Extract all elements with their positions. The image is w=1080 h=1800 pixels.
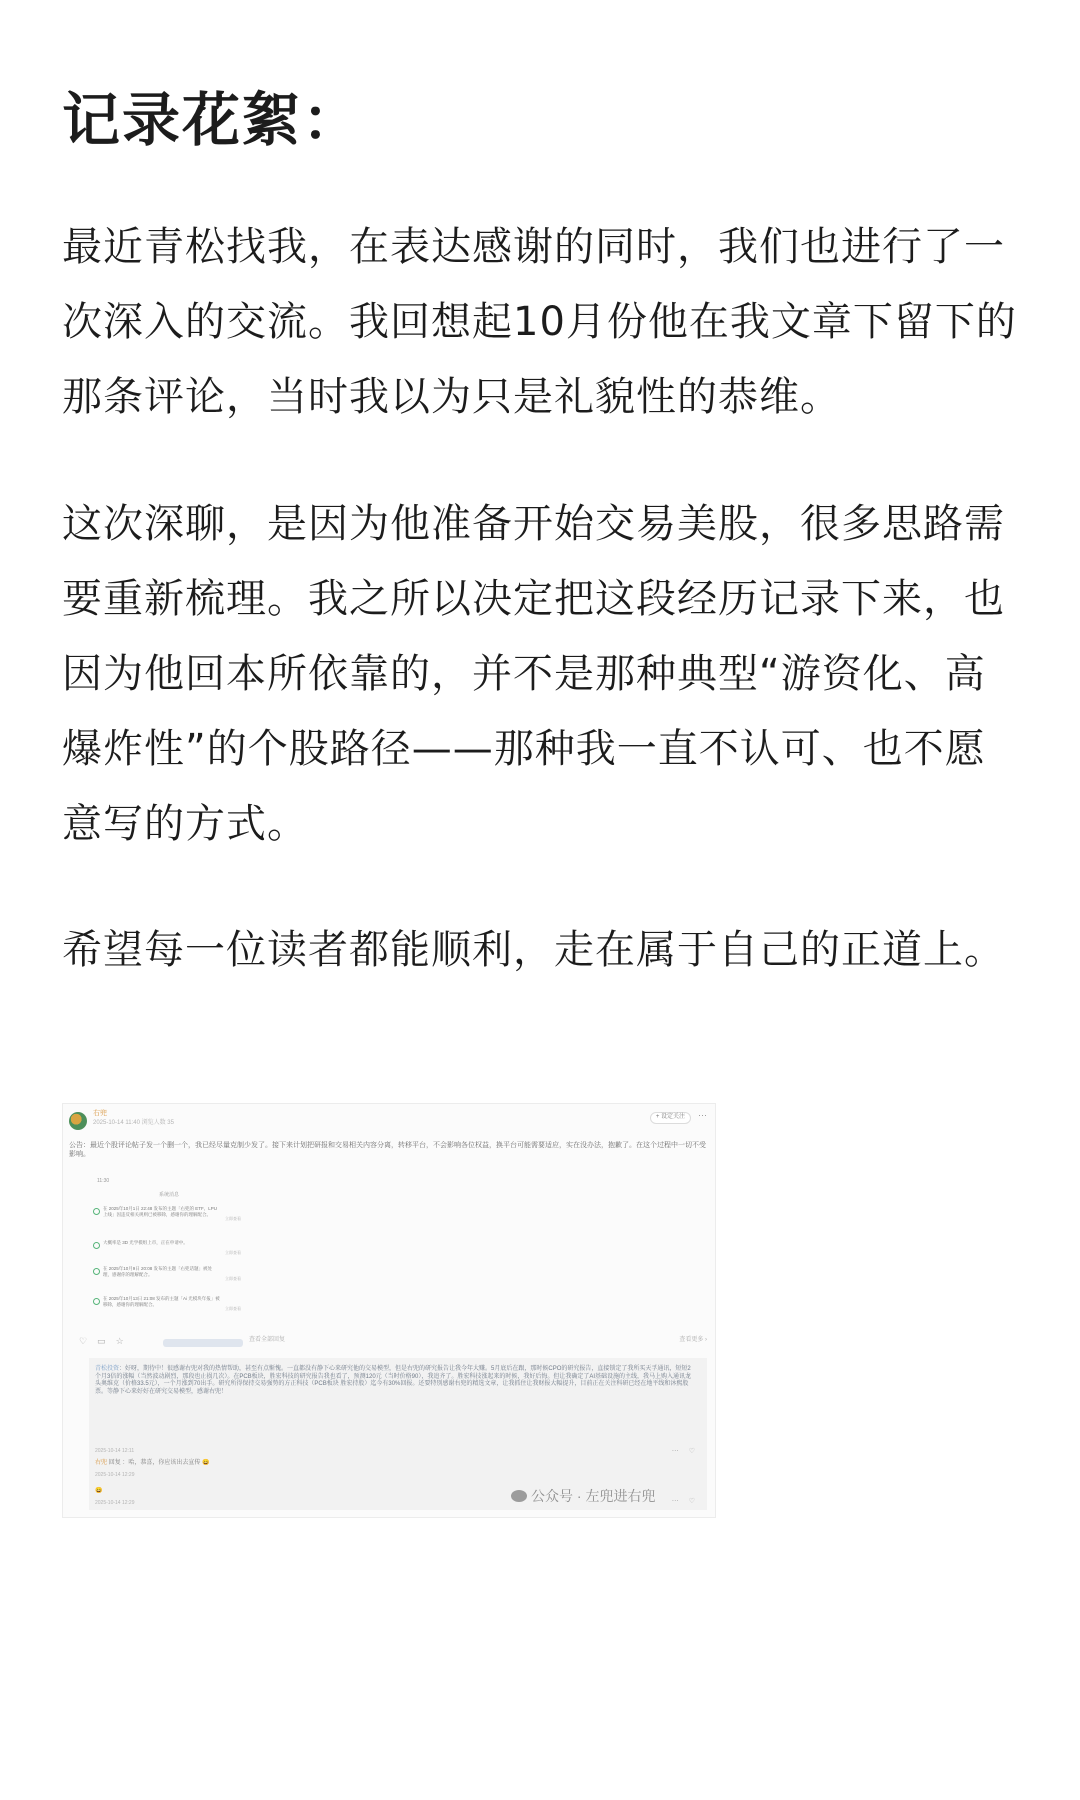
author-reply: 右兜 回复 ：哈，恭喜，你应该出去宣传 😄	[95, 1460, 210, 1466]
message-action: 立即查看	[225, 1276, 241, 1281]
reply-time: 2025-10-14 12:11	[95, 1448, 135, 1454]
message-icon	[93, 1268, 100, 1275]
phone-message	[93, 1206, 265, 1232]
watermark-text: 公众号 · 左兜进右兜	[531, 1488, 656, 1504]
message-text: 大概率是 3D 光学模组上市，正在申请中。	[103, 1240, 188, 1245]
reply-text	[95, 1366, 695, 1396]
emoji-reply: 😄	[95, 1488, 103, 1494]
follow-button: + 设定关注	[650, 1112, 691, 1124]
like-icon: ♡	[79, 1336, 98, 1346]
comment-icon: ▭	[97, 1336, 116, 1346]
message-icon	[93, 1298, 100, 1305]
notice-text: 公告：最近个股评论帖子发一个删一个，我已经尽量克制少发了。接下来计划把研报和交易相关内容分离，转移平台，不会影响各位权益，换平台可能需要适应，实在没办法，抱歉了。在这个过程中一切不受影响。	[69, 1142, 706, 1158]
reply-hint: 查看全部回复	[249, 1337, 286, 1343]
paragraph-3: 希望每一位读者都能顺利，走在属于自己的正道上。	[62, 927, 1005, 973]
message-text: 在 2025年10月1日 22:48 发布的主题「右兜的 ETF、LPU 上线」因违反相关规则已被移除，感谢你的理解配合。	[103, 1206, 218, 1217]
comment-meta: 2025-10-14 11:40 浏览人数 35	[93, 1120, 174, 1126]
share-icon: ☆	[115, 1336, 134, 1346]
comment-action-icons	[79, 1336, 134, 1347]
phone-screenshot	[93, 1178, 265, 1328]
reply-username: 青松投资	[95, 1366, 120, 1372]
phone-message	[93, 1266, 265, 1292]
message-action: 立即查看	[225, 1216, 241, 1221]
comment-username: 右兜	[93, 1110, 107, 1117]
embedded-comment-screenshot	[62, 1103, 716, 1518]
emoji-reply-time: 2025-10-14 12:29	[95, 1500, 135, 1506]
message-action: 立即查看	[225, 1306, 241, 1311]
author-reply-action: 回复	[108, 1460, 121, 1466]
phone-title: 系统消息	[159, 1192, 180, 1198]
author-name: 右兜	[95, 1460, 108, 1466]
phone-message	[93, 1296, 265, 1322]
reply-icons: ⋯ ♡	[671, 1448, 699, 1455]
more-icon: ⋯	[698, 1110, 707, 1120]
wechat-icon	[511, 1490, 527, 1502]
section-heading: 记录花絮：	[62, 86, 363, 154]
paragraph-1: 最近青松找我，在表达感谢的同时，我们也进行了一次深入的交流。我回想起10月份他在我文章下留下的那条评论，当时我以为只是礼貌性的恭维。	[62, 224, 1017, 420]
blurred-names	[163, 1339, 243, 1347]
phone-message	[93, 1240, 265, 1266]
message-text: 在 2025年10月9日 20:08 发布的主题「右兜话题」被处理，感谢你的理解配合。	[103, 1266, 213, 1277]
message-action: 立即查看	[225, 1250, 241, 1255]
message-text: 在 2025年10月13日 21:08 发布的主题「Ai 光模块年报」被移除，感谢你的理解配合。	[103, 1296, 220, 1307]
phone-time: 11:30	[97, 1178, 110, 1184]
reply-body: ：好呀，期待中！很感谢右兜对我的热情帮助，甚至有点惭愧。一直都没有静下心来研究他的交易模型，但是右兜的研究报告让我今年大赚。5月底后在跟，那时候CPO的研究报告，直接锁定了我所买天孚通讯，短短2个月3倍的涨幅（当然波动剧烈，那段也止损几次）。在PCB板块，胜宏科技的研究报告我也看了，预测120元（当时价格90），我追齐了。胜宏科技涨起来的时候，我好后悔。但让我确定了AI基础设施的主线，我马上购入通讯龙头奥维克（价格33.5元），一个月涨到70出手。研究所得保持交易强势的方正科技（PCB板块 胜宏持股）迄今有30%回报。还要特别感谢右兜的精选文章，让我抓住让我财报大幅提升，目前正在关注科研已经在地平线和沐熙股票。等静下心来好好在研究交易模型，感谢右兜！	[95, 1366, 692, 1395]
message-icon	[93, 1208, 100, 1215]
avatar	[69, 1112, 87, 1130]
message-icon	[93, 1242, 100, 1249]
paragraph-2: 这次深聊，是因为他准备开始交易美股，很多思路需要重新梳理。我之所以决定把这段经历记录下来，也因为他回本所依靠的，并不是那种典型“游资化、高爆炸性”的个股路径——那种我一直不认可、也不愿意写的方式。	[62, 501, 1005, 847]
watermark	[511, 1488, 655, 1506]
author-reply-text: ：哈，恭喜，你应该出去宣传	[122, 1460, 201, 1466]
reply-icons: ⋯ ♡	[671, 1498, 699, 1505]
author-reply-time: 2025-10-14 12:29	[95, 1472, 135, 1478]
see-more-link: 查看更多 ›	[679, 1337, 707, 1343]
